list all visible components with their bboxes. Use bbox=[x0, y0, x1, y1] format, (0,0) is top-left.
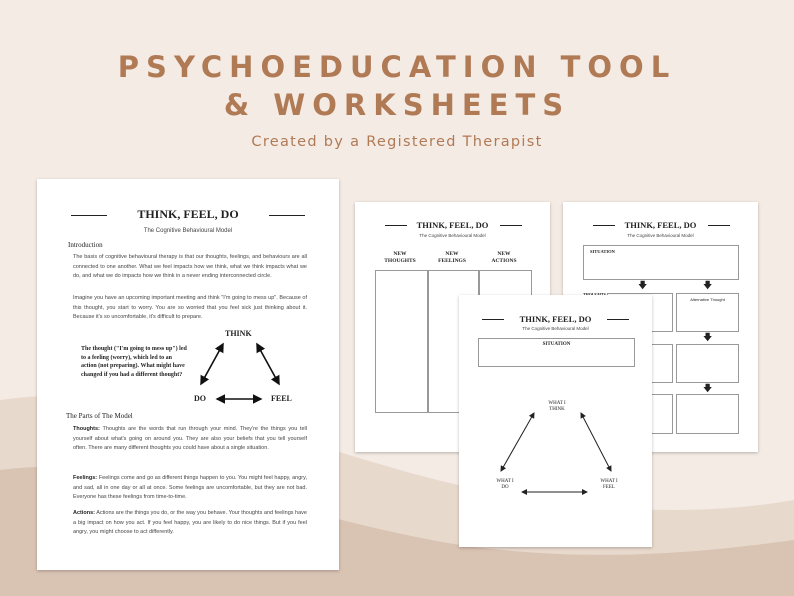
intro-paragraph-1: The basis of cognitive behavioural therapy is that our thoughts, feelings, and behaviours are all connected to one another. What we feel impacts how we think, what we think impacts what we do, and what we do impacts how we think in a never ending interconnected circle. bbox=[73, 254, 307, 279]
worksheet-triangle-page bbox=[459, 295, 652, 547]
column-header-line: NEW bbox=[445, 251, 459, 257]
situation-label: SITUATION bbox=[590, 249, 615, 254]
diagram-label-feel: FEEL bbox=[271, 394, 292, 403]
actions-text: Actions are the things you do, or the way you behave. Your thoughts and feelings have a big impact on how you act. If you feel happy, you are likely to do nice things. But if you feel angry, you might choose to act differently. bbox=[73, 510, 307, 535]
feelings-text: Feelings come and go as different things happen to you. You might feel happy, angry, and sad, all in one day or all at once. Some feelings are uncomfortable, but they are not bad. Everyone has these feelings from time-to-time. bbox=[73, 475, 307, 500]
column-header-new-thoughts bbox=[375, 251, 425, 265]
diagram-caption: The thought ("I'm going to mess up") led to a feeling (worry), which led to an action (not preparing). What might have changed if you had a different thought? bbox=[81, 346, 187, 378]
feelings-label: Feelings: bbox=[73, 475, 98, 481]
actions-section bbox=[73, 509, 307, 538]
column-header-line: THOUGHTS bbox=[384, 257, 416, 264]
diagram-label-do: DO bbox=[194, 394, 206, 403]
main-title-line-1: PSYCHOEDUCATION TOOL bbox=[117, 50, 677, 84]
column-header-line: NEW bbox=[497, 251, 511, 257]
label-line: FEEL bbox=[603, 485, 615, 491]
arrow-down-icon: 🡇 bbox=[638, 280, 648, 290]
intro-paragraph-2: Imagine you have an upcoming important meeting and think "I'm going to mess up". Because of this thought, you start to worry. You are so worried that you feel sick just thinking about it. Because it's so uncomfortable, it's difficult to prepare. bbox=[73, 295, 307, 320]
page-title: THINK, FEEL, DO bbox=[519, 314, 592, 324]
main-subtitle: Created by a Registered Therapist bbox=[251, 134, 543, 150]
page-title: THINK, FEEL, DO bbox=[624, 220, 697, 230]
page-subtitle: The Cognitive Behavioural Model bbox=[143, 228, 233, 234]
intro-heading: Introduction bbox=[68, 241, 103, 249]
actions-label: Actions: bbox=[73, 510, 95, 516]
alternative-thought-box[interactable] bbox=[676, 293, 739, 332]
arrow-think-feel bbox=[257, 344, 279, 384]
header bbox=[0, 48, 794, 150]
thoughts-label: Thoughts: bbox=[73, 426, 100, 432]
triangle-arrows bbox=[459, 295, 652, 547]
situation-label: SITUATION bbox=[542, 342, 571, 347]
situation-box[interactable] bbox=[583, 245, 739, 280]
arrow-down-icon: 🡇 bbox=[703, 383, 713, 393]
label-line: WHAT I bbox=[496, 479, 514, 484]
page-title: THINK, FEEL, DO bbox=[137, 207, 239, 221]
page-subtitle: The Cognitive Behavioural Model bbox=[419, 233, 486, 238]
alternative-feeling-box[interactable] bbox=[676, 344, 739, 383]
feelings-section bbox=[73, 474, 307, 503]
arrow-down-icon: 🡇 bbox=[703, 332, 713, 342]
label-line: WHAT I bbox=[600, 479, 618, 484]
alternative-action-box[interactable] bbox=[676, 394, 739, 434]
column-header-new-feelings bbox=[427, 251, 477, 265]
page-subtitle: The Cognitive Behavioural Model bbox=[522, 326, 589, 331]
column-header-line: NEW bbox=[393, 251, 407, 257]
arrow-think-do bbox=[501, 413, 534, 471]
page-subtitle: The Cognitive Behavioural Model bbox=[627, 233, 694, 238]
thoughts-text: Thoughts are the words that run through your mind. They're the things you tell yourself about what's going on around you. They are also your beliefs that you tell yourself often. There are many different thoughts you could have about a single situation. bbox=[73, 426, 307, 451]
column-header-new-actions bbox=[479, 251, 529, 265]
label-line: DO bbox=[501, 485, 509, 491]
arrow-think-do bbox=[201, 344, 223, 384]
column-header-line: ACTIONS bbox=[491, 257, 517, 264]
label-line: THINK bbox=[549, 407, 565, 413]
parts-heading: The Parts of The Model bbox=[66, 412, 133, 420]
main-title-line-2: & WORKSHEETS bbox=[223, 88, 571, 122]
column-header-line: FEELINGS bbox=[438, 257, 466, 264]
column-box-thoughts[interactable] bbox=[375, 270, 429, 413]
thoughts-section bbox=[73, 425, 307, 454]
diagram-label-think: THINK bbox=[225, 329, 252, 338]
label-line: WHAT I bbox=[548, 401, 566, 406]
arrow-think-feel bbox=[581, 413, 611, 471]
arrow-down-icon: 🡇 bbox=[703, 280, 713, 290]
page-title: THINK, FEEL, DO bbox=[416, 220, 489, 230]
main-page bbox=[37, 179, 339, 570]
alternative-thought-label: Alternative Thought bbox=[690, 297, 725, 302]
